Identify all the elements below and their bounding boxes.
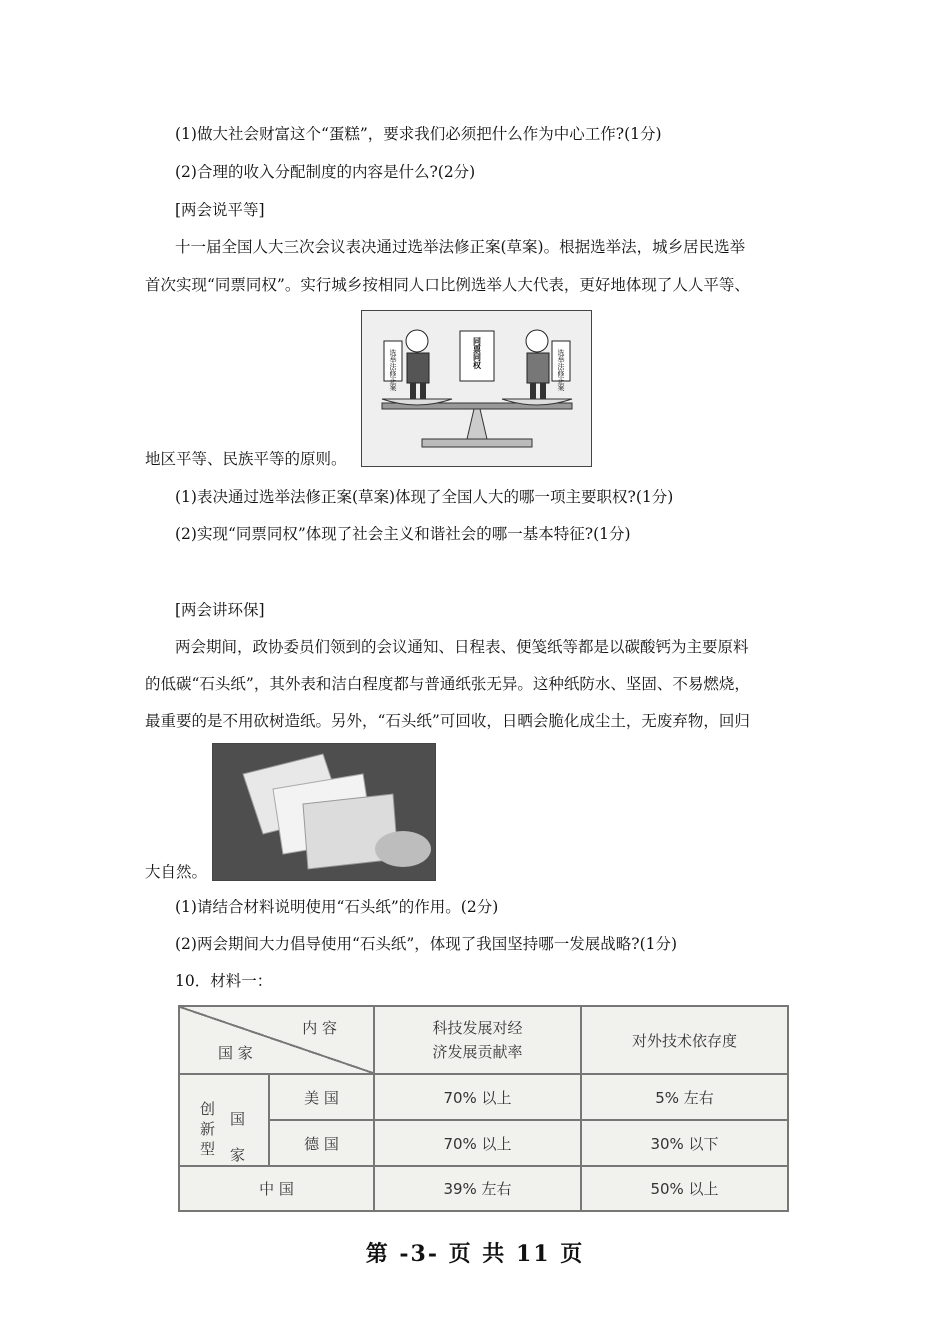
group-char: 国 xyxy=(230,1110,246,1128)
balance-scale-illustration xyxy=(362,311,591,466)
question-6: (2)两会期间大力倡导使用“石头纸”，体现了我国坚持哪一发展战略?(1分) xyxy=(175,935,678,953)
paragraph-line: 最重要的是不用砍树造纸。另外，“石头纸”可回收，日晒会脆化成尘土，无废弃物，回归 xyxy=(145,712,750,730)
question-5: (1)请结合材料说明使用“石头纸”的作用。(2分) xyxy=(175,898,499,916)
question-3: (1)表决通过选举法修正案(草案)体现了全国人大的哪一项主要职权?(1分) xyxy=(175,488,674,506)
paragraph-line: 两会期间，政协委员们领到的会议通知、日程表、便笺纸等都是以碳酸钙为主要原料 xyxy=(175,638,749,656)
country-cell: 德 国 xyxy=(269,1120,374,1166)
question-2: (2)合理的收入分配制度的内容是什么?(2分) xyxy=(175,163,476,181)
center-sign-text: 同票同权 xyxy=(472,337,482,369)
right-sign-text: 选举法修正案 xyxy=(557,349,565,391)
stone-paper-photo xyxy=(212,743,436,881)
country-cell: 美 国 xyxy=(269,1074,374,1120)
paragraph-line: 的低碳“石头纸”，其外表和洁白程度都与普通纸张无异。这种纸防水、坚固、不易燃烧， xyxy=(145,675,750,693)
group-char: 家 xyxy=(230,1146,246,1164)
left-sign-text: 选举法修正案 xyxy=(389,349,397,391)
page-footer: 第 -3- 页 共 11 页 xyxy=(365,1241,585,1267)
question-4: (2)实现“同票同权”体现了社会主义和谐社会的哪一基本特征?(1分) xyxy=(175,525,631,543)
value-cell: 50% 以上 xyxy=(581,1166,788,1211)
value-cell: 70% 以上 xyxy=(374,1074,581,1120)
header-content: 内 容 xyxy=(302,1019,337,1037)
paragraph-line: 十一届全国人大三次会议表决通过选举法修正案(草案)。根据选举法，城乡居民选举 xyxy=(175,238,746,256)
value-cell: 5% 左右 xyxy=(581,1074,788,1120)
section-heading-equality: [两会说平等] xyxy=(175,201,265,219)
question-10-label: 10．材料一： xyxy=(175,972,273,990)
paragraph-line: 大自然。 xyxy=(145,863,208,881)
innovative-country-label xyxy=(179,1074,269,1166)
equal-vote-cartoon xyxy=(361,310,592,467)
header-dependency: 对外技术依存度 xyxy=(581,1006,788,1074)
paragraph-line: 首次实现“同票同权”。实行城乡按相同人口比例选举人大代表，更好地体现了人人平等、 xyxy=(145,276,750,294)
country-cell: 中 国 xyxy=(179,1166,374,1211)
question-1: (1)做大社会财富这个“蛋糕”，要求我们必须把什么作为中心工作?(1分) xyxy=(175,125,662,143)
value-cell: 30% 以下 xyxy=(581,1120,788,1166)
header-contribution-line: 济发展贡献率 xyxy=(432,1043,523,1061)
diagonal-header-cell xyxy=(179,1006,374,1074)
innovation-data-table xyxy=(178,1005,789,1212)
value-cell: 39% 左右 xyxy=(374,1166,581,1211)
paragraph-line: 地区平等、民族平等的原则。 xyxy=(145,450,347,468)
value-cell: 70% 以上 xyxy=(374,1120,581,1166)
header-contribution-line: 科技发展对经 xyxy=(432,1019,523,1037)
stone-paper-illustration xyxy=(213,744,435,880)
group-char: 创 xyxy=(200,1100,216,1118)
section-heading-environment: [两会讲环保] xyxy=(175,601,265,619)
group-char: 型 xyxy=(200,1140,216,1158)
group-char: 新 xyxy=(200,1120,216,1138)
header-contribution xyxy=(374,1006,581,1074)
header-country: 国 家 xyxy=(218,1044,253,1062)
